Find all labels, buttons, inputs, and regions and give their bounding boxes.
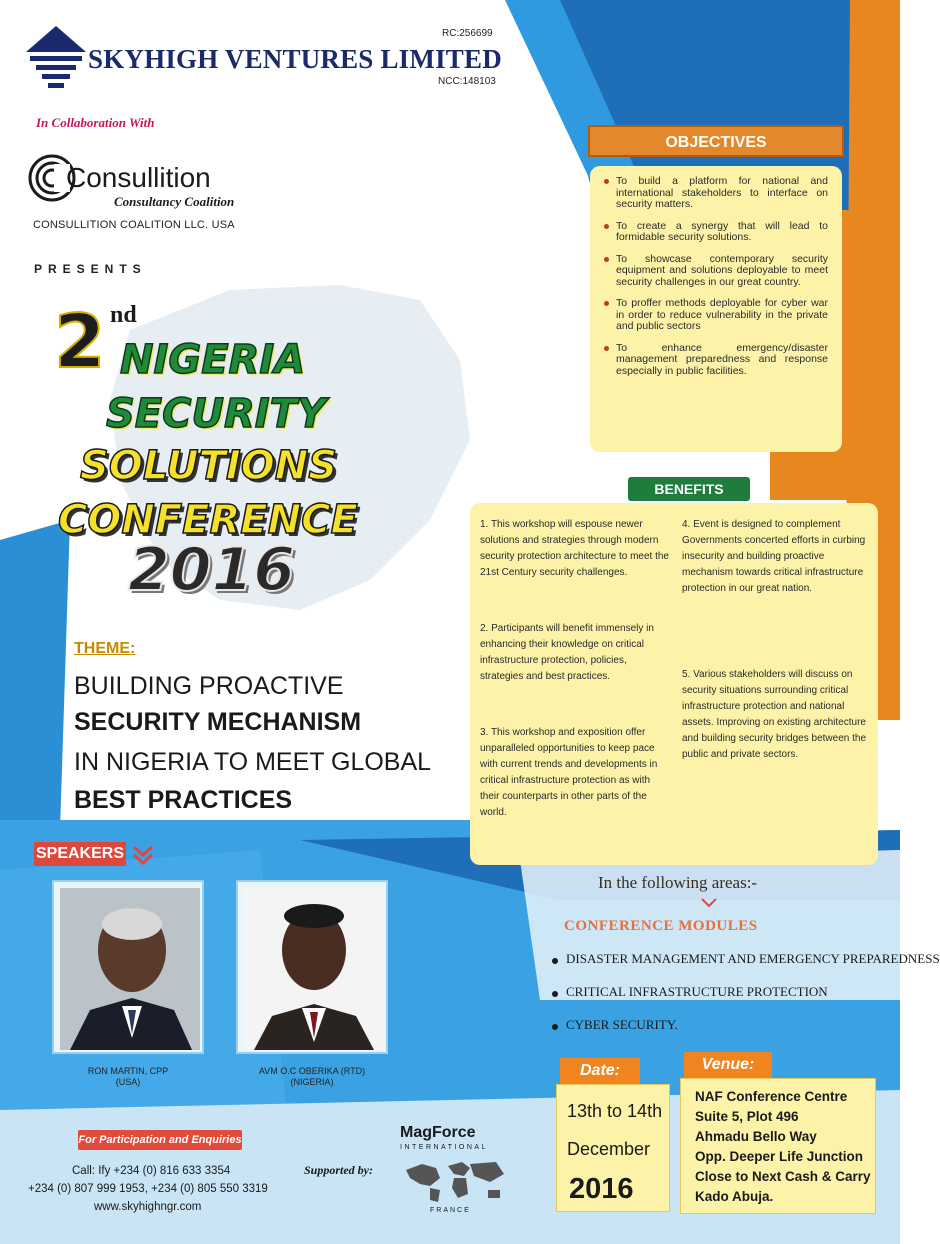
date-year: 2016	[569, 1173, 634, 1205]
supported-by-text: Supported by:	[304, 1163, 373, 1177]
title-line-3: SOLUTIONS	[80, 443, 338, 489]
partner-subtitle: Consultancy Coalition	[114, 194, 235, 209]
bullet-icon	[604, 257, 609, 262]
double-chevron-down-icon	[132, 844, 154, 866]
benefit-item-5: 5. Various stakeholders will discuss on security situations surrounding critical infrastructure protection and national assets. Improving on existing architecture and building security bridges between the public and private sectors.	[682, 669, 867, 760]
title-ordinal: 2	[54, 299, 106, 385]
partner-name: Consullition	[66, 162, 211, 193]
list-item: To enhance emergency/disaster management preparedness and response especially in public facilities.	[604, 343, 828, 378]
modules-intro: In the following areas:-	[598, 873, 758, 892]
skyhigh-logo-icon	[26, 26, 86, 96]
contact-call: Call: Ify +234 (0) 816 633 3354	[72, 1165, 231, 1177]
speaker-name-1: RON MARTIN, CPP (USA)	[87, 1066, 169, 1087]
date-label: Date:	[560, 1058, 640, 1084]
bullet-icon	[604, 301, 609, 306]
venue-line-1: NAF Conference Centre	[695, 1089, 848, 1104]
world-map-icon	[400, 1156, 508, 1206]
title-line-4: CONFERENCE	[58, 497, 358, 543]
partner-llc: CONSULLITION COALITION LLC. USA	[33, 219, 235, 231]
title-line-1: NIGERIA	[120, 337, 306, 383]
chevron-down-icon	[700, 897, 718, 913]
objectives-list	[604, 176, 828, 377]
portrait-icon	[244, 888, 384, 1050]
consullition-logo-icon	[28, 150, 68, 210]
theme-line-1: BUILDING PROACTIVE	[74, 672, 344, 700]
collaboration-text: In Collaboration With	[36, 115, 155, 130]
company-name: SKYHIGH VENTURES LIMITED	[88, 44, 502, 74]
modules-heading: CONFERENCE MODULES	[564, 918, 758, 934]
benefits-box	[470, 503, 878, 865]
list-item: To create a synergy that will lead to formidable security solutions.	[604, 221, 828, 244]
theme-line-3: IN NIGERIA TO MEET GLOBAL	[74, 748, 432, 776]
objectives-box	[590, 166, 842, 452]
title-line-2: SECURITY	[106, 391, 326, 437]
sponsor-country: FRANCE	[430, 1207, 471, 1214]
ncc-number: NCC:148103	[438, 76, 496, 87]
benefits-heading: BENEFITS	[628, 477, 750, 501]
benefit-item-2: 2. Participants will benefit immensely in enhancing their knowledge on critical infrastructure protection, policies, strategies and best practices.	[480, 623, 654, 682]
presents-text: PRESENTS	[34, 262, 147, 276]
bullet-icon	[604, 224, 609, 229]
venue-box	[680, 1078, 876, 1214]
module-item-1: DISASTER MANAGEMENT AND EMERGENCY PREPAREDNESS	[566, 951, 940, 966]
venue-line-3: Ahmadu Bello Way	[695, 1129, 817, 1144]
benefit-item-1: 1. This workshop will espouse newer solutions and strategies through modern security protection architecture to meet the 21st Century security challenges.	[480, 519, 669, 578]
title-ordinal-suffix: nd	[110, 302, 137, 328]
list-item: To proffer methods deployable for cyber war in order to reduce vulnerability in the private and public sectors	[604, 298, 828, 333]
venue-label: Venue:	[684, 1052, 772, 1078]
theme-label: THEME:	[74, 640, 136, 657]
venue-line-6: Kado Abuja.	[695, 1189, 774, 1204]
list-item: To showcase contemporary security equipment and solutions deployable to meet security challenges in our great country.	[604, 254, 828, 289]
rc-number: RC:256699	[442, 28, 493, 39]
speaker-photo-2	[236, 880, 388, 1054]
speaker-photo-1	[52, 880, 204, 1054]
list-item: To build a platform for national and international stakeholders to interface on security matters.	[604, 176, 828, 211]
benefit-item-4: 4. Event is designed to complement Governments concerted efforts in curbing insecurity and building proactive mechanism towards critical infrastructure protection in our great nation.	[682, 519, 866, 594]
contact-website[interactable]: www.skyhighngr.com	[94, 1201, 202, 1213]
theme-line-2: SECURITY MECHANISM	[74, 708, 362, 736]
contact-phones: +234 (0) 807 999 1953, +234 (0) 805 550 3319	[28, 1183, 268, 1195]
bullet-icon	[604, 179, 609, 184]
speakers-label: SPEAKERS	[34, 842, 126, 866]
module-item-2: CRITICAL INFRASTRUCTURE PROTECTION	[566, 984, 828, 999]
date-month: December	[567, 1139, 651, 1159]
theme-line-4: BEST PRACTICES	[74, 786, 293, 814]
portrait-icon	[60, 888, 200, 1050]
title-year: 2016	[128, 535, 295, 605]
enquiries-banner: For Participation and Enquiries	[78, 1130, 242, 1150]
module-item-3: CYBER SECURITY.	[566, 1017, 678, 1032]
date-box	[556, 1084, 670, 1212]
sponsor-sub: INTERNATIONAL	[400, 1144, 488, 1151]
venue-line-5: Close to Next Cash & Carry	[695, 1169, 871, 1184]
speaker-name-2: AVM O.C OBERIKA (RTD) (NIGERIA)	[258, 1066, 366, 1087]
bullet-icon	[552, 958, 558, 964]
venue-line-4: Opp. Deeper Life Junction	[695, 1149, 864, 1164]
venue-line-2: Suite 5, Plot 496	[695, 1109, 799, 1124]
date-range: 13th to 14th	[567, 1101, 663, 1121]
bullet-icon	[552, 991, 558, 997]
sponsor-name: MagForce	[400, 1124, 476, 1141]
benefit-item-3: 3. This workshop and exposition offer unparalleled opportunities to keep pace with current trends and developments in critical infrastructure protection as with their counterparts in other parts of the world.	[480, 727, 658, 818]
bullet-icon	[552, 1024, 558, 1030]
objectives-heading: OBJECTIVES	[588, 125, 844, 157]
bullet-icon	[604, 346, 609, 351]
